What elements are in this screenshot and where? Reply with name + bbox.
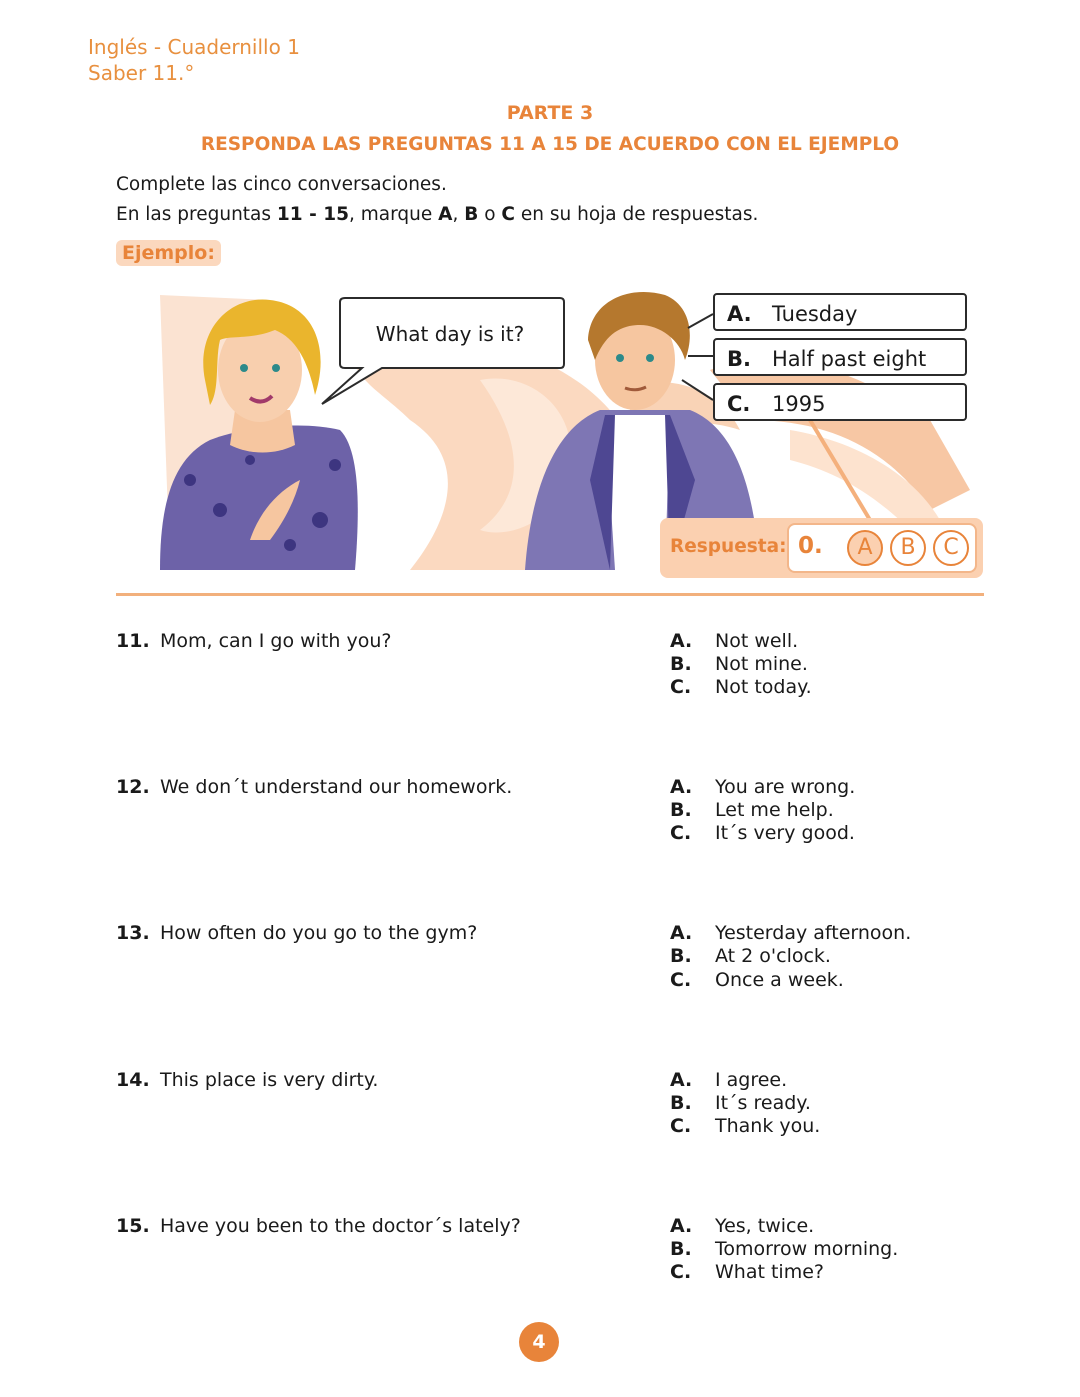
instruction-line-1: Complete las cinco conversaciones. xyxy=(116,174,447,195)
option-text: It´s very good. xyxy=(715,822,855,844)
part-subtitle: RESPONDA LAS PREGUNTAS 11 A 15 DE ACUERDO CON EL EJEMPLO xyxy=(200,134,900,155)
option-text: Thank you. xyxy=(715,1115,821,1137)
answer-bubble-b: B xyxy=(890,530,926,566)
option-letter: C. xyxy=(670,969,692,991)
answer-number: 0. xyxy=(798,533,823,559)
section-divider xyxy=(116,593,984,596)
option-letter: C. xyxy=(670,1261,692,1283)
option-text: Yesterday afternoon. xyxy=(715,922,912,944)
answer-label: Respuesta: xyxy=(670,536,787,557)
question-number: 14. xyxy=(116,1069,150,1091)
option-letter: B. xyxy=(670,653,692,675)
question-text: Mom, can I go with you? xyxy=(160,630,392,652)
example-question: What day is it? xyxy=(375,322,525,346)
option-letter: C. xyxy=(670,822,692,844)
question-number: 15. xyxy=(116,1215,150,1237)
booklet-subtitle: Saber 11.° xyxy=(88,61,195,85)
option-text: Not well. xyxy=(715,630,799,652)
question-number: 13. xyxy=(116,922,150,944)
question-text: Have you been to the doctor´s lately? xyxy=(160,1215,521,1237)
option-letter: B. xyxy=(670,1092,692,1114)
option-text: It´s ready. xyxy=(715,1092,811,1114)
option-letter: A. xyxy=(670,630,693,652)
question-text: This place is very dirty. xyxy=(160,1069,379,1091)
part-title: PARTE 3 xyxy=(506,102,594,124)
answer-bubble-c: C xyxy=(933,530,969,566)
booklet-title: Inglés - Cuadernillo 1 xyxy=(88,35,300,59)
example-label: Ejemplo: xyxy=(116,240,221,266)
option-letter: A. xyxy=(670,1215,693,1237)
instruction-line-2: En las preguntas 11 - 15, marque A, B o C en su hoja de respuestas. xyxy=(116,204,759,225)
option-letter: C. xyxy=(670,1115,692,1137)
page-number: 4 xyxy=(519,1322,559,1362)
option-letter: B. xyxy=(670,799,692,821)
option-text: I agree. xyxy=(715,1069,788,1091)
option-text: Not mine. xyxy=(715,653,808,675)
option-text: At 2 o'clock. xyxy=(715,945,831,967)
option-letter: A. xyxy=(670,922,693,944)
option-text: What time? xyxy=(715,1261,824,1283)
example-option-c: C. 1995 xyxy=(713,383,967,421)
question-text: We don´t understand our homework. xyxy=(160,776,513,798)
question-number: 11. xyxy=(116,630,150,652)
option-letter: B. xyxy=(670,945,692,967)
option-letter: C. xyxy=(670,676,692,698)
option-letter: A. xyxy=(670,1069,693,1091)
option-text: You are wrong. xyxy=(715,776,856,798)
option-text: Let me help. xyxy=(715,799,834,821)
option-letter: A. xyxy=(670,776,693,798)
example-option-a: A. Tuesday xyxy=(713,293,967,331)
example-option-b: B. Half past eight xyxy=(713,338,967,376)
option-text: Not today. xyxy=(715,676,812,698)
answer-bubble-a: A xyxy=(847,530,883,566)
question-number: 12. xyxy=(116,776,150,798)
option-letter: B. xyxy=(670,1238,692,1260)
question-text: How often do you go to the gym? xyxy=(160,922,478,944)
option-text: Yes, twice. xyxy=(715,1215,815,1237)
option-text: Once a week. xyxy=(715,969,844,991)
option-text: Tomorrow morning. xyxy=(715,1238,899,1260)
